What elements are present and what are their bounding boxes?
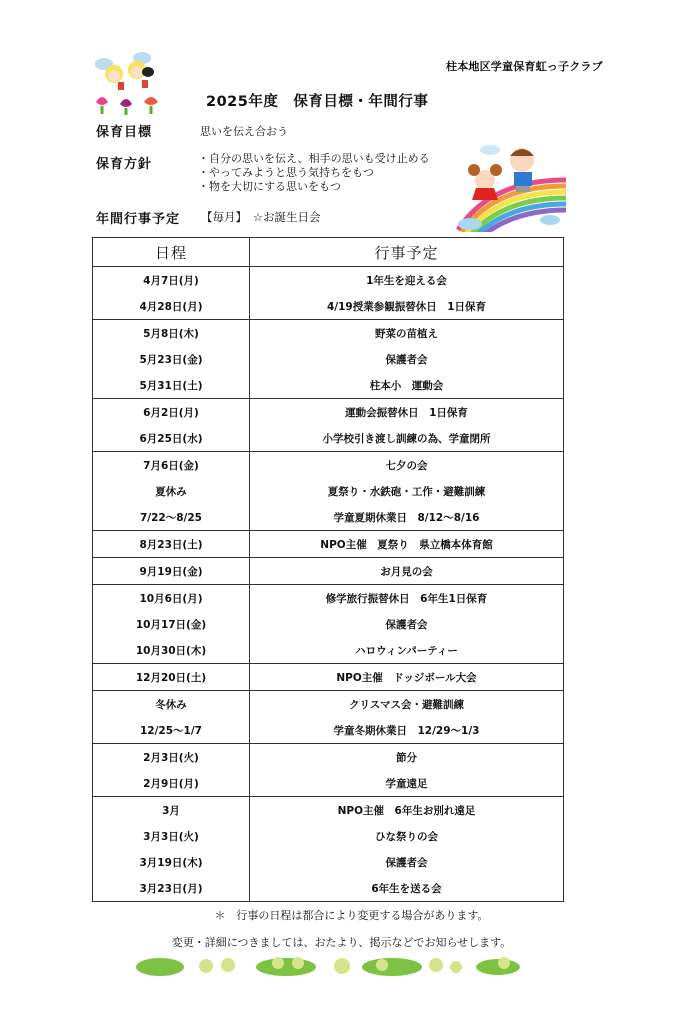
policy-label: 保育方針 [96,157,153,172]
event-name: 6年生を送る会 [250,875,564,902]
children-rainbow-illustration [450,140,570,232]
table-row [93,452,564,479]
event-name: 七夕の会 [250,452,564,479]
event-name: 学童遠足 [250,770,564,797]
event-name: 小学校引き渡し訓練の為、学童閉所 [250,425,564,452]
table-row [93,585,564,612]
table-header-row [93,238,564,267]
organization-name: 柱本地区学童保育虹っ子クラブ [446,60,603,73]
policy-item: ・物を大切にする思いをもつ [198,180,341,193]
event-name: 節分 [250,744,564,771]
event-name: 1年生を迎える会 [250,267,564,294]
event-name: お月見の会 [250,558,564,585]
event-date: 12/25～1/7 [93,717,250,744]
bees-flowers-illustration [92,50,172,116]
event-date: 7/22～8/25 [93,504,250,531]
event-name: ハロウィンパーティー [250,637,564,664]
event-date: 3月3日(火) [93,823,250,849]
event-name: 夏祭り・水鉄砲・工作・避難訓練 [250,478,564,504]
event-name: 野菜の苗植え [250,320,564,347]
event-name: 保護者会 [250,849,564,875]
table-row [93,267,564,294]
event-date: 6月25日(水) [93,425,250,452]
table-row [93,346,564,372]
event-name: 修学旅行振替休日 6年生1日保育 [250,585,564,612]
event-date: 9月19日(金) [93,558,250,585]
event-date: 3月19日(木) [93,849,250,875]
event-date: 12月20日(土) [93,664,250,691]
header-event: 行事予定 [250,238,564,267]
event-date: 10月30日(木) [93,637,250,664]
table-row [93,717,564,744]
table-row [93,664,564,691]
table-row [93,797,564,824]
event-date: 3月 [93,797,250,824]
event-date: 2月3日(火) [93,744,250,771]
table-row [93,875,564,902]
event-date: 7月6日(金) [93,452,250,479]
table-row [93,558,564,585]
event-name: 4/19授業参観振替休日 1日保育 [250,293,564,320]
header-date: 日程 [93,238,250,267]
page-title: 2025年度 保育目標・年間行事 [206,94,429,110]
event-date: 2月9日(月) [93,770,250,797]
edamame-border-illustration [134,953,524,979]
event-date: 夏休み [93,478,250,504]
event-name: NPO主催 ドッジボール大会 [250,664,564,691]
goal-value: 思いを伝え合おう [200,125,288,138]
monthly-event: 【毎月】 ☆お誕生日会 [201,210,321,224]
table-row [93,744,564,771]
policy-list [198,152,430,194]
event-name: クリスマス会・避難訓練 [250,691,564,718]
goal-label: 保育目標 [96,125,153,140]
policy-item: ・自分の思いを伝え、相手の思いも受け止める [198,152,430,165]
event-date: 4月28日(月) [93,293,250,320]
table-row [93,531,564,558]
event-date: 5月23日(金) [93,346,250,372]
event-name: 保護者会 [250,611,564,637]
event-date: 5月31日(土) [93,372,250,399]
note-details: 変更・詳細につきましては、おたより、掲示などでお知らせします。 [171,936,512,949]
table-body [93,267,564,902]
table-row [93,399,564,426]
event-date: 冬休み [93,691,250,718]
event-name: 柱本小 運動会 [250,372,564,399]
table-row [93,691,564,718]
annual-schedule-label: 年間行事予定 [96,212,181,227]
table-row [93,637,564,664]
table-row [93,849,564,875]
table-row [93,372,564,399]
table-row [93,478,564,504]
note-schedule-change: ＊ 行事の日程は都合により変更する場合があります。 [214,909,489,922]
event-date: 3月23日(月) [93,875,250,902]
event-date: 4月7日(月) [93,267,250,294]
event-name: 学童冬期休業日 12/29～1/3 [250,717,564,744]
events-table [92,237,564,902]
table-row [93,504,564,531]
event-date: 8月23日(土) [93,531,250,558]
table-row [93,425,564,452]
table-row [93,770,564,797]
event-date: 6月2日(月) [93,399,250,426]
table-row [93,320,564,347]
event-date: 10月6日(月) [93,585,250,612]
event-name: NPO主催 夏祭り 県立橋本体育館 [250,531,564,558]
event-name: 運動会振替休日 1日保育 [250,399,564,426]
policy-item: ・やってみようと思う気持ちをもつ [198,166,374,179]
event-name: NPO主催 6年生お別れ遠足 [250,797,564,824]
event-name: 保護者会 [250,346,564,372]
table-row [93,293,564,320]
event-date: 5月8日(木) [93,320,250,347]
event-date: 10月17日(金) [93,611,250,637]
table-row [93,823,564,849]
table-row [93,611,564,637]
event-name: 学童夏期休業日 8/12～8/16 [250,504,564,531]
event-name: ひな祭りの会 [250,823,564,849]
